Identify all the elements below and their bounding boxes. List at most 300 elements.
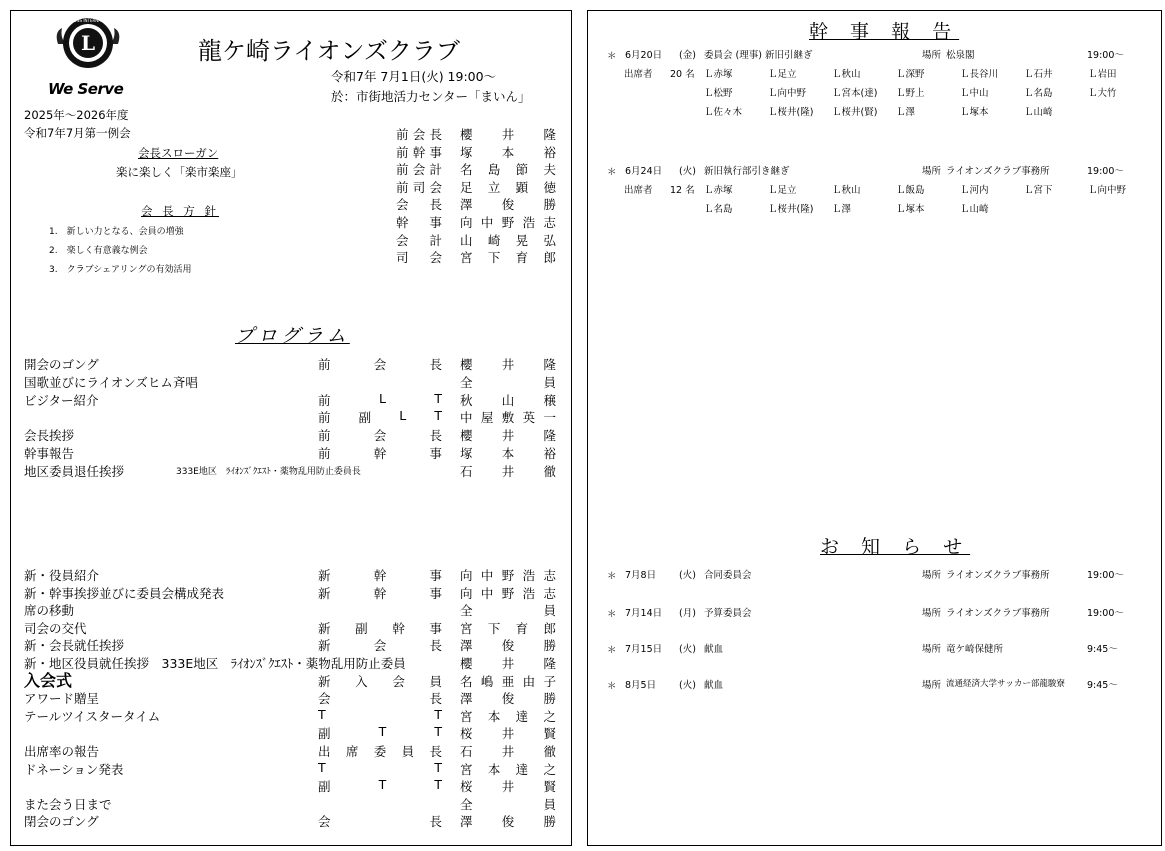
glyph: 会 [396,232,409,248]
program-item: 司会の交代 [24,620,87,636]
meeting-name: 令和7年7月第一例会 [24,126,131,140]
glyph: 本 [487,761,501,777]
policy-item: 2. 楽しく有意義な例会 [49,246,148,256]
notice-place-label: 場所 [922,608,942,619]
program-item: 新・幹事挨拶並びに委員会構成発表 [24,585,225,601]
glyph: 育 [515,250,529,266]
program-role [318,391,442,409]
glyph: 穣 [543,392,556,408]
glyph: 幹 [373,568,387,583]
attendee-name: Ｌ山崎 [1024,107,1053,118]
attendee-name: Ｌ秋山 [832,69,861,80]
notice-subject: 献血 [704,680,724,691]
glyph: 前 [318,357,331,372]
attendee-name: Ｌ塚本 [896,204,925,215]
glyph: 浩 [522,568,536,583]
attendee-name: Ｌ名島 [704,204,733,215]
glyph: 隆 [543,428,556,444]
program-item: 会長挨拶 [24,428,75,444]
report-date: 6月20日 [625,50,663,61]
glyph: 勝 [543,691,556,707]
officer-name [460,160,556,178]
glyph: 名 [460,673,473,689]
officer-role [396,195,442,213]
glyph: 全 [460,796,473,812]
glyph: 幹 [373,585,387,601]
glyph: 新 [318,638,331,654]
attendee-name: Ｌ山崎 [960,204,989,215]
glyph: 夫 [543,162,556,178]
glyph: 立 [487,179,501,195]
program-item: 開会のゴング [24,357,99,372]
policy-item: 1. 新しい力となる、会員の増強 [49,227,184,237]
glyph: 嶋 [480,673,494,689]
glyph: 中 [480,215,494,230]
attendee-name: Ｌ河内 [960,185,989,196]
lions-logo [52,14,124,78]
glyph: 隆 [543,357,556,372]
notice-time: 19:00～ [1087,570,1124,581]
glyph: T [434,390,442,406]
program-name [460,689,556,707]
program-item: アワード贈呈 [24,691,100,707]
glyph: 員 [401,744,415,759]
program-role [318,760,442,775]
glyph: 澤 [460,814,473,830]
glyph: 志 [543,585,556,601]
glyph: 会 [373,428,387,444]
right-panel [587,10,1162,846]
notice-place: 流通経済大学サッカー部龍駿寮 [946,679,1065,689]
program-name [460,812,556,830]
glyph: 志 [543,215,556,230]
svg-text:L: L [80,31,96,55]
notice-time: 19:00～ [1087,608,1124,619]
glyph: 向 [460,568,473,583]
glyph: 事 [429,215,442,230]
report-place: 松泉閣 [946,50,975,61]
glyph: 由 [522,673,536,689]
glyph: T [434,724,442,740]
glyph: 前 [396,144,409,160]
glyph: 前 [318,392,331,408]
glyph: L [378,390,386,406]
glyph: 長 [429,428,442,444]
glyph: 之 [543,708,556,724]
program-item: 席の移動 [24,603,75,619]
program-name [460,795,556,813]
program-role [318,426,442,444]
attendee-name: Ｌ桜井(隆) [768,204,814,215]
glyph: 徹 [543,744,556,759]
glyph: 一 [543,410,556,426]
notice-dow: (火) [679,680,696,691]
glyph: 前 [396,127,409,142]
notice-time: 9:45～ [1087,680,1118,691]
attendee-name: Ｌ澤 [832,204,852,215]
notice-date: 7月8日 [625,570,657,581]
glyph: 新 [318,568,331,583]
logo-lettering: LIONS INTERNATIONAL [70,18,116,23]
glyph: 本 [501,446,515,461]
policy-heading: 会 長 方 針 [141,204,219,218]
program-role [318,777,442,795]
glyph: 幹 [373,446,387,461]
attendee-name: Ｌ向中野 [1088,185,1127,196]
glyph: T [378,724,387,740]
officer-role [396,160,442,178]
glyph: 事 [429,144,442,160]
glyph: 員 [543,796,556,812]
glyph: 塚 [460,446,473,461]
attendee-name: Ｌ塚本 [960,107,989,118]
glyph: 事 [429,446,442,461]
glyph: 裕 [543,144,556,160]
notice-date: 8月5日 [625,680,657,691]
glyph: 幹 [412,144,426,160]
glyph: 向 [460,215,473,230]
glyph: 勝 [543,814,556,830]
glyph: 山 [501,392,515,408]
notice-date: 7月15日 [625,644,663,655]
glyph: 達 [515,708,529,724]
glyph: 長 [429,127,442,142]
glyph: 副 [318,779,331,795]
report-time: 19:00～ [1087,166,1124,177]
glyph: 出 [318,744,331,759]
notice-subject: 合同委員会 [704,570,752,581]
glyph: 俊 [501,638,515,654]
glyph: 隆 [543,656,556,671]
program-role [318,672,442,690]
glyph: 新 [318,585,331,601]
glyph: 会 [429,179,442,195]
attendee-name: Ｌ向中野 [768,88,807,99]
glyph: 副 [355,620,368,636]
program-name [460,355,556,373]
program-item: 閉会のゴング [24,814,99,830]
program-role [318,812,442,830]
slogan-heading: 会長スローガン [138,146,219,160]
attendee-name: Ｌ石井 [1024,69,1053,80]
glyph: 井 [501,357,515,372]
glyph: 俊 [501,691,515,707]
notice-star: ＊ [607,681,617,692]
glyph: 裕 [543,446,556,461]
notice-dow: (火) [679,644,696,655]
glyph: 員 [429,673,442,689]
glyph: 本 [487,708,501,724]
glyph: 前 [396,162,409,178]
program-item: また会う日まで [24,796,112,812]
glyph: T [434,706,442,722]
glyph: 澤 [460,691,473,707]
program-name [460,391,556,409]
glyph: 弘 [543,232,556,248]
attendee-name: Ｌ飯島 [896,185,925,196]
meeting-venue: 於：市街地活力センター「まいん」 [331,89,531,104]
program-name [460,584,556,602]
glyph: 長 [429,691,442,707]
glyph: 事 [429,585,442,601]
glyph: 亜 [501,673,515,689]
program-item: ドネーション発表 [24,761,124,777]
glyph: 浩 [522,215,536,230]
glyph: 員 [543,603,556,619]
glyph: 節 [515,162,529,178]
program-name [460,742,556,760]
notice-dow: (月) [679,608,696,619]
glyph: 桜 [460,779,473,795]
glyph: 井 [501,744,515,759]
officer-role [396,248,442,266]
glyph: 井 [501,656,515,671]
attendee-name: Ｌ桜井(賢) [832,107,878,118]
glyph: 前 [396,179,409,195]
glyph: 副 [358,410,372,426]
program-item: 新・役員紹介 [24,568,100,583]
glyph: 宮 [460,250,473,266]
officer-name [460,231,556,249]
glyph: 長 [429,197,442,213]
glyph: 前 [318,446,331,461]
program-note: 333E地区 ﾗｲｵﾝｽﾞｸｴｽﾄ・薬物乱用防止委員長 [176,466,361,477]
glyph: 会 [318,691,331,707]
program-role [318,408,442,426]
glyph: 崎 [487,232,501,248]
program-role [318,636,442,654]
notice-date: 7月14日 [625,608,663,619]
glyph: 前 [318,428,331,444]
glyph: 徹 [543,463,556,479]
glyph: 屋 [480,410,494,426]
report-star: ＊ [607,51,617,62]
program-role [318,584,442,602]
glyph: T [318,706,326,722]
glyph: 俊 [501,197,515,213]
program-role [318,689,442,707]
notice-star: ＊ [607,609,617,620]
report-date: 6月24日 [625,166,663,177]
attendee-name: Ｌ赤塚 [704,69,733,80]
glyph: 全 [460,374,473,390]
glyph: 員 [543,374,556,390]
program-name [460,724,556,742]
report-star: ＊ [607,167,617,178]
glyph: L [399,408,407,424]
glyph: 之 [543,761,556,777]
glyph: 徳 [543,179,556,195]
report-place: ライオンズクラブ事務所 [946,166,1050,177]
glyph: T [434,777,442,793]
glyph: 井 [501,127,515,142]
glyph: 石 [460,744,473,759]
glyph: 長 [429,357,442,372]
glyph: 野 [501,585,515,601]
attendance-label: 出席者 [624,69,653,80]
glyph: 事 [429,620,442,636]
club-name: 龍ケ崎ライオンズクラブ [198,37,460,65]
attendee-name: Ｌ深野 [896,69,925,80]
glyph: 中 [480,568,494,583]
glyph: 長 [429,744,442,759]
program-role [318,619,442,637]
glyph: 前 [318,410,331,426]
glyph: 会 [373,357,387,372]
glyph: 俊 [501,814,515,830]
notice-place: 竜ケ崎保健所 [946,644,1004,655]
attendee-name: Ｌ秋山 [832,185,861,196]
glyph: 司 [396,250,409,266]
program-name [460,462,556,480]
attendance-count: 12 名 [670,185,695,196]
attendee-name: Ｌ大竹 [1088,88,1117,99]
report-subject: 新旧執行部引き継ぎ [704,166,790,177]
glyph: 会 [396,197,409,213]
glyph: 入 [355,673,368,689]
glyph: 新 [318,673,331,689]
notice-title: お 知 ら せ [820,536,971,558]
notice-dow: (火) [679,570,696,581]
notice-subject: 予算委員会 [704,608,752,619]
notice-time: 9:45～ [1087,644,1118,655]
attendee-name: Ｌ松野 [704,88,733,99]
glyph: 晃 [515,232,529,248]
glyph: 英 [522,410,536,426]
glyph: 敷 [501,410,515,426]
glyph: 中 [460,410,473,426]
report-time: 19:00～ [1087,50,1124,61]
glyph: 本 [501,144,515,160]
glyph: 下 [487,620,501,636]
program-role [318,724,442,742]
glyph: 会 [412,127,426,142]
program-title: プログラム [235,325,350,347]
attendee-name: Ｌ岩田 [1088,69,1117,80]
glyph: 会 [318,814,331,830]
glyph: 司 [412,179,426,195]
glyph: 会 [392,673,405,689]
officer-name [460,125,556,143]
program-name [460,777,556,795]
glyph: 新 [318,620,331,636]
attendee-name: Ｌ足立 [768,69,797,80]
glyph: T [434,759,442,775]
notice-subject: 献血 [704,644,724,655]
report-dow: (金) [679,50,696,61]
program-item: ビジター紹介 [24,392,99,408]
program-name [460,672,556,690]
glyph: 幹 [392,620,405,636]
glyph: 足 [460,179,473,195]
glyph: T [434,408,442,424]
notice-star: ＊ [607,645,617,656]
officer-role [396,178,442,196]
attendance-label: 出席者 [624,185,653,196]
notice-place: ライオンズクラブ事務所 [946,608,1050,619]
glyph: 野 [501,568,515,583]
notice-place: ライオンズクラブ事務所 [946,570,1050,581]
report-place-label: 場所 [922,166,942,177]
glyph: 櫻 [460,428,473,444]
attendee-name: Ｌ宮本(達) [832,88,878,99]
policy-item: 3. クラブシェアリングの有効活用 [49,265,192,275]
officer-role [396,231,442,249]
glyph: 勝 [543,638,556,654]
glyph: 幹 [396,215,409,230]
glyph: 郎 [543,620,556,636]
program-name [460,707,556,725]
glyph: 向 [460,585,473,601]
glyph: 下 [487,250,501,266]
glyph: 子 [543,673,556,689]
attendance-count: 20 名 [670,69,695,80]
program-name [460,601,556,619]
notice-place-label: 場所 [922,680,942,691]
glyph: 会 [373,638,387,654]
attendee-name: Ｌ野上 [896,88,925,99]
attendee-name: Ｌ足立 [768,185,797,196]
report-subject: 委員会 (理事) 新旧引継ぎ [704,50,813,61]
glyph: 顕 [515,179,529,195]
glyph: 宮 [460,708,473,724]
glyph: 志 [543,568,556,583]
glyph: 櫻 [460,127,473,142]
glyph: 澤 [460,638,473,654]
program-item: 新・会長就任挨拶 [24,638,125,654]
glyph: 井 [501,779,515,795]
glyph: 賢 [543,726,556,742]
glyph: 桜 [460,726,473,742]
officer-name [460,143,556,161]
glyph: 会 [429,250,442,266]
glyph: 野 [501,215,515,230]
attendee-name: Ｌ澤 [896,107,916,118]
attendee-name: Ｌ赤塚 [704,185,733,196]
program-role [318,707,442,722]
glyph: 宮 [460,761,473,777]
program-item: 国歌並びにライオンズヒム斉唱 [24,374,198,390]
glyph: 長 [429,814,442,830]
program-role [318,742,442,760]
glyph: 育 [515,620,529,636]
attendee-name: Ｌ桜井(隆) [768,107,814,118]
program-role [318,566,442,584]
program-name [460,408,556,426]
glyph: 櫻 [460,656,473,671]
attendee-name: Ｌ中山 [960,88,989,99]
program-name [460,373,556,391]
left-panel [10,10,572,846]
meeting-datetime: 令和7年 7月1日(火) 19:00～ [331,69,497,84]
glyph: 石 [460,463,473,479]
glyph: 井 [501,428,515,444]
notice-star: ＊ [607,571,617,582]
program-item: テールツイスタータイム [24,708,161,724]
glyph: T [318,759,326,775]
glyph: 浩 [522,585,536,601]
attendee-name: Ｌ長谷川 [960,69,999,80]
glyph: 島 [487,162,501,178]
program-role [318,444,442,462]
glyph: 宮 [460,620,473,636]
glyph: 塚 [460,144,473,160]
glyph: 井 [501,463,515,479]
officer-name [460,213,556,231]
fiscal-year: 2025年～2026年度 [24,108,129,122]
report-place-label: 場所 [922,50,942,61]
program-name [460,654,556,672]
